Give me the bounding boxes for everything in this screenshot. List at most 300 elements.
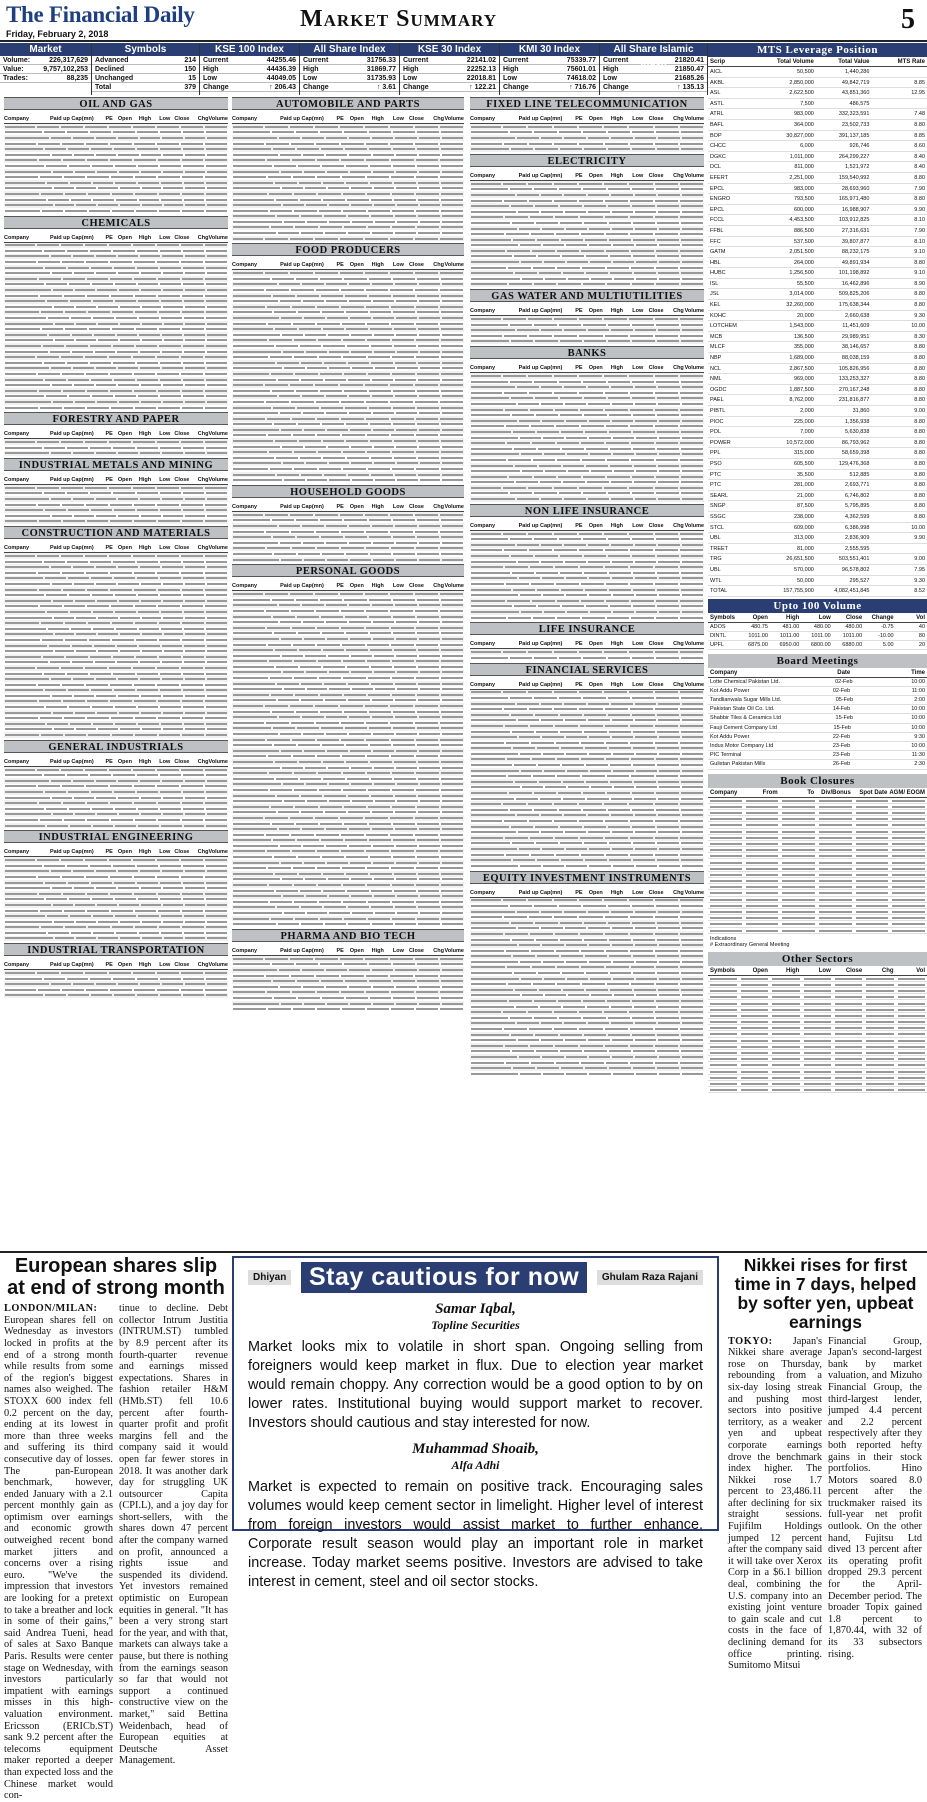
index-row — [400, 74, 499, 83]
table-cell — [772, 1033, 799, 1035]
table-cell: 12.95 — [911, 90, 926, 97]
column-header: Close — [648, 681, 664, 688]
index-box — [200, 43, 300, 95]
table-cell — [5, 983, 49, 985]
column-header: Paid up Cap(mn) — [280, 504, 324, 511]
table-cell — [71, 628, 92, 630]
table-cell — [45, 509, 66, 511]
table-cell — [656, 1017, 678, 1019]
table-cell — [367, 434, 390, 436]
table-cell — [157, 356, 179, 358]
table-cell — [658, 137, 680, 139]
table-cell — [519, 577, 540, 579]
table-cell — [340, 958, 363, 960]
table-cell — [682, 736, 703, 738]
table-cell — [471, 809, 508, 811]
table-cell — [511, 397, 533, 399]
table-cell — [632, 397, 654, 399]
table-cell — [559, 697, 581, 699]
table-cell — [53, 171, 73, 173]
table-cell — [560, 939, 582, 941]
table-row — [708, 374, 927, 385]
table-cell — [682, 561, 703, 563]
table-cell — [117, 661, 137, 663]
table-cell — [442, 621, 463, 623]
table-cell — [118, 983, 138, 985]
table-cell — [632, 188, 654, 190]
table-cell — [418, 440, 440, 442]
table-cell — [345, 536, 367, 538]
table-cell — [109, 244, 131, 246]
table-cell — [158, 278, 180, 280]
sector-header — [470, 167, 704, 181]
table-cell — [276, 199, 298, 201]
table-cell — [302, 137, 323, 139]
table-cell — [536, 1050, 558, 1052]
table-cell — [631, 758, 654, 760]
table-cell — [86, 989, 108, 991]
table-cell — [347, 666, 369, 668]
table-cell — [5, 774, 42, 776]
table-cell — [205, 989, 227, 991]
table-cell — [158, 717, 180, 719]
table-cell — [632, 697, 654, 699]
table-cell — [635, 831, 656, 833]
table-cell: 50,000 — [797, 577, 814, 584]
table-row — [708, 194, 927, 205]
table-cell — [835, 1046, 862, 1048]
table-cell — [529, 820, 552, 822]
table-cell — [835, 1033, 862, 1035]
table-cell — [323, 666, 345, 668]
table-cell — [273, 148, 295, 150]
table-cell — [611, 498, 633, 500]
table-cell — [327, 429, 348, 431]
table-cell — [281, 750, 302, 752]
table-cell — [471, 261, 519, 263]
index-label: Change — [503, 84, 529, 91]
book-closures-footnote: Indications # Extraordinary General Meeting — [710, 935, 790, 948]
table-cell — [273, 616, 295, 618]
table-cell — [560, 826, 582, 828]
table-cell — [346, 649, 368, 651]
table-cell — [441, 839, 463, 841]
table-cell — [441, 295, 463, 297]
table-cell — [133, 972, 155, 974]
index-label: Current — [603, 57, 629, 64]
table-cell — [393, 131, 415, 133]
table-cell — [160, 362, 181, 364]
table-cell: 10:00 — [911, 715, 926, 722]
table-cell — [441, 457, 463, 459]
table-cell — [772, 1040, 799, 1042]
table-cell — [519, 736, 540, 738]
table-cell — [682, 944, 703, 946]
table-cell — [233, 440, 273, 442]
column-header: Company — [4, 962, 30, 969]
table-cell — [512, 572, 534, 574]
sector-title: FOOD PRODUCERS — [232, 243, 464, 256]
table-cell — [391, 739, 414, 741]
table-cell — [74, 695, 94, 697]
sector-title: FINANCIAL SERVICES — [470, 663, 704, 676]
table-cell — [655, 708, 678, 710]
table-cell — [365, 705, 388, 707]
table-cell — [301, 795, 323, 797]
table-cell — [418, 923, 439, 925]
table-cell — [349, 716, 370, 718]
table-cell — [418, 811, 439, 813]
table-cell — [521, 611, 542, 613]
sector-title: NON LIFE INSURANCE — [470, 504, 704, 517]
article-dateline: TOKYO: — [728, 1335, 773, 1347]
table-cell — [442, 351, 463, 353]
table-cell — [396, 334, 417, 336]
table-cell — [588, 561, 609, 563]
table-cell — [5, 441, 35, 443]
table-cell — [182, 407, 204, 409]
table-cell — [630, 216, 653, 218]
table-cell — [534, 1000, 557, 1002]
table-cell — [137, 148, 158, 150]
table-cell — [55, 633, 75, 635]
table-cell — [159, 926, 181, 928]
table-cell — [866, 978, 893, 980]
table-cell — [554, 1028, 577, 1030]
table-cell — [5, 509, 43, 511]
table-cell — [118, 515, 138, 517]
table-cell — [442, 542, 463, 544]
table-cell — [322, 311, 344, 313]
table-cell: JSL — [710, 291, 720, 298]
table-cell — [160, 447, 181, 449]
table-cell — [471, 1039, 516, 1041]
column-header: PE — [575, 522, 583, 529]
table-cell — [659, 848, 680, 850]
table-cell — [471, 859, 511, 861]
table-cell — [511, 922, 533, 924]
table-cell — [372, 137, 393, 139]
table-cell — [37, 972, 59, 974]
table-cell — [38, 876, 60, 878]
table-cell — [518, 211, 539, 213]
column-header: Volume — [208, 116, 228, 122]
table-cell — [514, 448, 536, 450]
table-cell — [612, 211, 633, 213]
table-cell — [440, 143, 463, 145]
table-cell — [658, 831, 679, 833]
table-cell — [52, 887, 72, 889]
table-cell — [633, 239, 655, 241]
table-cell — [92, 594, 113, 596]
table-cell — [513, 747, 535, 749]
index-row — [400, 65, 499, 74]
table-cell — [282, 187, 303, 189]
column-header: Close — [648, 522, 664, 529]
table-cell — [120, 633, 140, 635]
table-cell — [274, 856, 296, 858]
table-cell — [54, 728, 74, 730]
table-cell — [631, 775, 654, 777]
table-cell — [233, 1003, 279, 1005]
table-cell: POL — [710, 429, 722, 436]
table-cell — [371, 199, 393, 201]
table-cell — [636, 437, 657, 439]
table-cell — [5, 893, 37, 895]
table-cell: Indus Motor Company Ltd — [710, 743, 774, 749]
table-cell — [5, 311, 39, 313]
table-cell — [110, 278, 132, 280]
table-cell — [140, 367, 160, 369]
table-cell — [160, 865, 181, 867]
table-cell — [326, 604, 347, 606]
table-cell — [441, 165, 463, 167]
table-cell — [292, 850, 315, 852]
table-cell — [565, 1039, 586, 1041]
index-box — [500, 43, 600, 95]
index-value: 226,317,629 — [49, 57, 88, 64]
table-cell — [782, 843, 815, 845]
table-cell — [835, 1071, 862, 1073]
table-row — [470, 1071, 704, 1077]
table-cell — [54, 921, 74, 923]
table-cell — [276, 890, 298, 892]
table-cell — [326, 154, 347, 156]
table-cell — [182, 589, 204, 591]
table-cell — [541, 211, 562, 213]
table-cell — [185, 937, 205, 939]
sector-title: LIFE INSURANCE — [470, 622, 704, 635]
table-cell — [344, 599, 366, 601]
table-cell — [90, 250, 111, 252]
column-header: Company — [232, 948, 258, 954]
table-cell — [395, 828, 416, 830]
table-cell — [710, 1040, 737, 1042]
table-cell — [804, 984, 831, 986]
table-cell — [835, 1064, 862, 1066]
sector-header — [232, 256, 464, 270]
table-cell — [37, 244, 59, 246]
table-cell: 8.40 — [914, 164, 926, 171]
table-cell: 5,795,895 — [844, 503, 870, 510]
table-cell — [629, 375, 652, 377]
column-header: PE — [336, 583, 344, 590]
table-cell — [656, 442, 679, 444]
table-cell — [537, 1067, 559, 1069]
table-cell — [368, 373, 390, 375]
table-cell — [233, 412, 278, 414]
table-cell — [274, 744, 296, 746]
column-header: High — [610, 116, 624, 122]
table-cell — [393, 963, 415, 965]
table-cell — [471, 205, 509, 207]
table-cell — [746, 899, 779, 901]
table-cell — [72, 334, 93, 336]
column-header: Paid up Cap(mn) — [49, 116, 94, 122]
table-cell — [581, 854, 604, 856]
table-cell — [605, 335, 628, 337]
table-cell: PSO — [710, 460, 722, 467]
table-cell — [560, 922, 582, 924]
index-label: Current — [303, 57, 329, 64]
table-cell — [317, 850, 340, 852]
table-cell — [636, 961, 657, 963]
table-cell — [612, 577, 633, 579]
table-cell — [681, 939, 703, 941]
table-cell — [610, 255, 632, 257]
table-cell — [656, 476, 679, 478]
table-cell — [657, 222, 679, 224]
table-cell — [835, 990, 862, 992]
table-cell — [471, 747, 511, 749]
table-cell — [65, 210, 86, 212]
table-cell — [88, 193, 110, 195]
table-cell — [657, 255, 679, 257]
column-header: Spot Date — [859, 789, 888, 796]
table-cell — [503, 651, 526, 653]
table-cell — [508, 617, 531, 619]
table-cell — [182, 926, 204, 928]
table-cell — [856, 849, 889, 851]
table-cell — [368, 356, 390, 358]
table-cell — [545, 470, 566, 472]
table-cell — [315, 593, 338, 595]
table-cell — [580, 725, 603, 727]
table-cell — [113, 492, 134, 494]
table-cell — [608, 397, 630, 399]
table-cell — [503, 899, 526, 901]
table-cell — [5, 204, 53, 206]
column-header: PE — [105, 431, 113, 438]
table-cell — [207, 937, 227, 939]
table-cell — [710, 818, 742, 820]
table-cell — [417, 823, 439, 825]
table-cell — [233, 644, 266, 646]
table-cell — [746, 812, 779, 814]
table-cell — [206, 594, 227, 596]
table-cell — [372, 716, 393, 718]
table-cell — [898, 1077, 925, 1079]
table-row — [708, 417, 927, 428]
table-cell — [292, 159, 315, 161]
table-cell — [348, 923, 369, 925]
table-cell — [133, 126, 155, 128]
table-cell — [372, 969, 393, 971]
column-header: Open — [752, 614, 768, 621]
table-cell — [510, 1017, 532, 1019]
table-cell — [326, 137, 347, 139]
table-cell — [296, 963, 318, 965]
table-cell — [5, 589, 37, 591]
table-cell — [681, 1034, 703, 1036]
table-cell — [396, 733, 417, 735]
table-cell — [582, 617, 605, 619]
table-cell — [352, 367, 373, 369]
table-cell — [297, 839, 319, 841]
table-cell — [53, 904, 73, 906]
table-cell — [658, 911, 680, 913]
table-cell — [682, 719, 703, 721]
table-cell — [614, 786, 635, 788]
table-cell — [471, 1045, 503, 1047]
table-cell — [303, 733, 324, 735]
table-cell — [233, 699, 276, 701]
table-cell — [183, 283, 204, 285]
index-value: 21685.26 — [674, 75, 704, 82]
column-header: Open — [752, 967, 768, 974]
table-cell — [580, 1045, 603, 1047]
table-cell — [441, 980, 463, 982]
table-cell — [5, 345, 41, 347]
table-cell — [323, 778, 345, 780]
table-cell — [562, 255, 584, 257]
table-cell — [76, 306, 96, 308]
table-cell — [866, 996, 893, 998]
table-row — [708, 300, 927, 311]
table-cell — [442, 845, 463, 847]
table-cell — [605, 409, 628, 411]
table-cell — [681, 1050, 703, 1052]
column-header: PE — [575, 172, 583, 179]
table-cell: PTC — [710, 471, 721, 478]
table-cell — [420, 204, 441, 206]
table-cell — [233, 323, 266, 325]
table-cell — [137, 250, 158, 252]
table-cell — [5, 678, 49, 680]
table-cell — [504, 820, 527, 822]
table-cell — [636, 994, 657, 996]
table-cell — [856, 855, 889, 857]
table-cell — [5, 255, 49, 257]
table-cell — [440, 418, 463, 420]
table-cell — [206, 210, 227, 212]
table-cell — [64, 717, 86, 719]
table-cell — [92, 808, 113, 810]
sector-title: BANKS — [470, 346, 704, 359]
table-cell — [277, 683, 299, 685]
table-cell — [417, 632, 439, 634]
table-cell — [304, 750, 325, 752]
table-cell — [328, 767, 349, 769]
table-cell — [307, 800, 328, 802]
table-cell — [513, 1067, 535, 1069]
index-label: Current — [403, 57, 429, 64]
table-cell — [76, 187, 96, 189]
table-cell — [372, 283, 393, 285]
table-cell — [233, 204, 281, 206]
table-column-middle — [232, 97, 464, 1014]
table-cell: ISL — [710, 280, 719, 287]
table-cell — [529, 1028, 552, 1030]
table-cell — [315, 238, 338, 240]
table-cell — [366, 531, 389, 533]
table-cell — [471, 1050, 510, 1052]
table-cell — [504, 200, 527, 202]
table-cell: 8.80 — [914, 439, 926, 446]
column-header: Company — [470, 681, 496, 688]
table-row — [708, 332, 927, 343]
table-cell — [892, 818, 925, 820]
table-cell — [304, 862, 325, 864]
table-cell — [5, 261, 36, 263]
index-value: 15 — [188, 75, 196, 82]
table-cell — [631, 459, 654, 461]
column-header: Scrip — [710, 59, 726, 65]
column-header: Close — [174, 849, 190, 856]
table-cell — [137, 492, 158, 494]
table-cell — [371, 215, 393, 217]
table-cell — [898, 978, 925, 980]
